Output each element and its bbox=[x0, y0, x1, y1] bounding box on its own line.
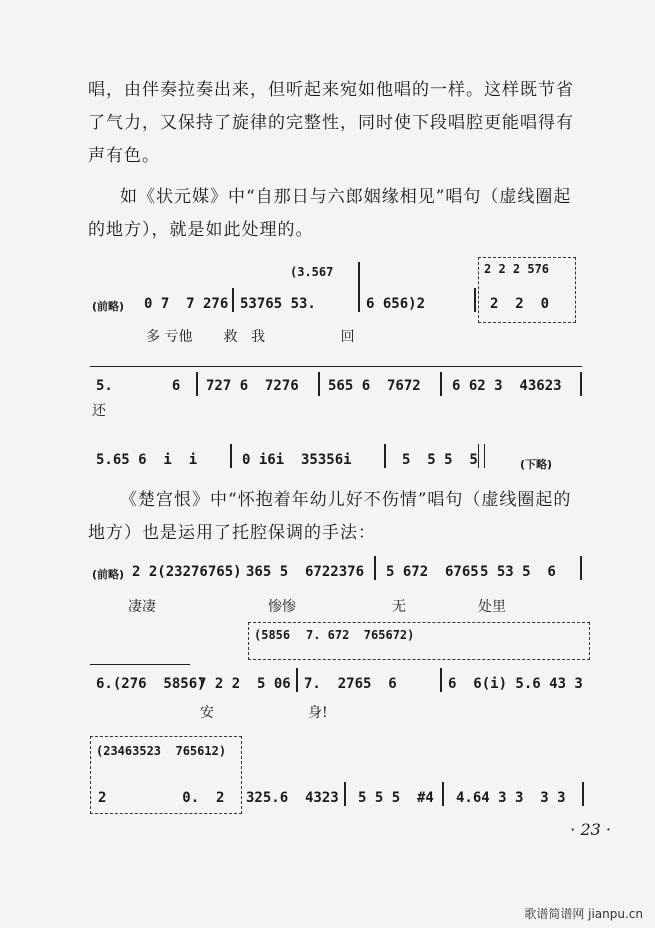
grace-notes-above: (3.567 bbox=[290, 265, 334, 279]
notes-segment: 4.64 3 3 3 3 bbox=[456, 790, 566, 806]
notes-segment: 6 62 3 43623 bbox=[452, 378, 562, 394]
paragraph-1: 唱，由伴奏拉奏出来，但听起来宛如他唱的一样。这样既节省了气力，又保持了旋律的完整性，同时使下段唱腔更能唱得有声有色。 bbox=[88, 80, 574, 166]
boxed-notes-above: 7. 672 765672) bbox=[306, 628, 415, 642]
notes-segment: 53765 53. bbox=[240, 296, 316, 312]
phrase-line bbox=[90, 664, 190, 665]
notes-segment: 5 5 5 5 bbox=[402, 452, 478, 468]
barline bbox=[196, 372, 198, 396]
lyrics-item: 处里 bbox=[478, 599, 506, 615]
paragraph-3: 《楚宫恨》中“怀抱着年幼儿好不伤情”唱句（虚线圈起的地方）也是运用了托腔保调的手法： bbox=[88, 490, 572, 543]
barline bbox=[580, 556, 582, 580]
notes-segment: 0 7 7 276 bbox=[144, 296, 229, 312]
lyrics-line: 多 亏他 救 我 回 bbox=[146, 329, 355, 345]
phrase-line bbox=[90, 366, 582, 367]
notes-segment: 5 672 6765 bbox=[386, 564, 479, 580]
boxed-notes-above: 2 2 2 576 bbox=[484, 262, 550, 276]
page-number: · 23 · bbox=[570, 820, 611, 839]
paragraph-2: 如《状元媒》中“自那日与六郎姻缘相见”唱句（虚线圈起的地方），就是如此处理的。 bbox=[88, 187, 572, 240]
lyrics-item: 凄凄 bbox=[128, 599, 156, 615]
barline bbox=[358, 262, 360, 312]
prefix-label: (前略) bbox=[92, 300, 125, 313]
notes-segment: 7 2 2 5 06 bbox=[198, 676, 291, 692]
notes-segment: 6 6(i) 5.6 43 3 bbox=[448, 676, 583, 692]
lyrics-item: 身! bbox=[308, 705, 328, 721]
notes-segment: 5 53 5 6 bbox=[480, 564, 556, 580]
notes-segment: 5.65 6 i i bbox=[96, 452, 198, 468]
notes-segment: 5 5 5 #4 bbox=[358, 790, 434, 806]
notes-segment: 727 6 7276 bbox=[206, 378, 299, 394]
barline bbox=[582, 782, 584, 806]
lyrics-item: 无 bbox=[392, 599, 406, 615]
notes-segment: 6 656)2 bbox=[366, 296, 426, 312]
barline bbox=[440, 372, 442, 396]
barline bbox=[474, 288, 476, 312]
dashed-box bbox=[248, 622, 590, 660]
barline bbox=[374, 556, 376, 580]
barline bbox=[296, 668, 298, 692]
boxed-notes-above: (23463523 765612) bbox=[96, 744, 227, 758]
notes-segment: 365 5 6722376 bbox=[246, 564, 365, 580]
notes-segment: 2 2(23276765) bbox=[132, 564, 242, 580]
notes-segment: 5. 6 bbox=[96, 378, 181, 394]
suffix-label: (下略) bbox=[520, 458, 553, 471]
barline bbox=[580, 372, 582, 396]
notes-segment: 0 i6i 35356i bbox=[242, 452, 352, 468]
notes-segment: 7. 2765 6 bbox=[304, 676, 397, 692]
barline bbox=[384, 444, 386, 468]
lyrics-item: 惨惨 bbox=[268, 599, 296, 615]
final-barline bbox=[478, 444, 485, 468]
barline bbox=[230, 444, 232, 468]
watermark: 歌谱简谱网 jianpu.cn bbox=[524, 907, 643, 921]
lyrics-item: 安 bbox=[200, 705, 214, 721]
barline bbox=[318, 372, 320, 396]
prefix-label: (前略) bbox=[92, 568, 125, 581]
notes-segment: 2 0. 2 bbox=[98, 790, 225, 806]
barline bbox=[442, 782, 444, 806]
boxed-notes-above: (5856 bbox=[254, 628, 291, 642]
barline bbox=[344, 782, 346, 806]
barline bbox=[440, 668, 442, 692]
notes-segment: 325.6 4323 bbox=[246, 790, 339, 806]
notes-segment: 6.(276 5856) bbox=[96, 676, 206, 692]
notes-segment: 565 6 7672 bbox=[328, 378, 421, 394]
notes-segment: 2 2 0 bbox=[490, 296, 550, 312]
lyrics-line: 还 bbox=[92, 403, 106, 419]
barline bbox=[232, 288, 234, 312]
